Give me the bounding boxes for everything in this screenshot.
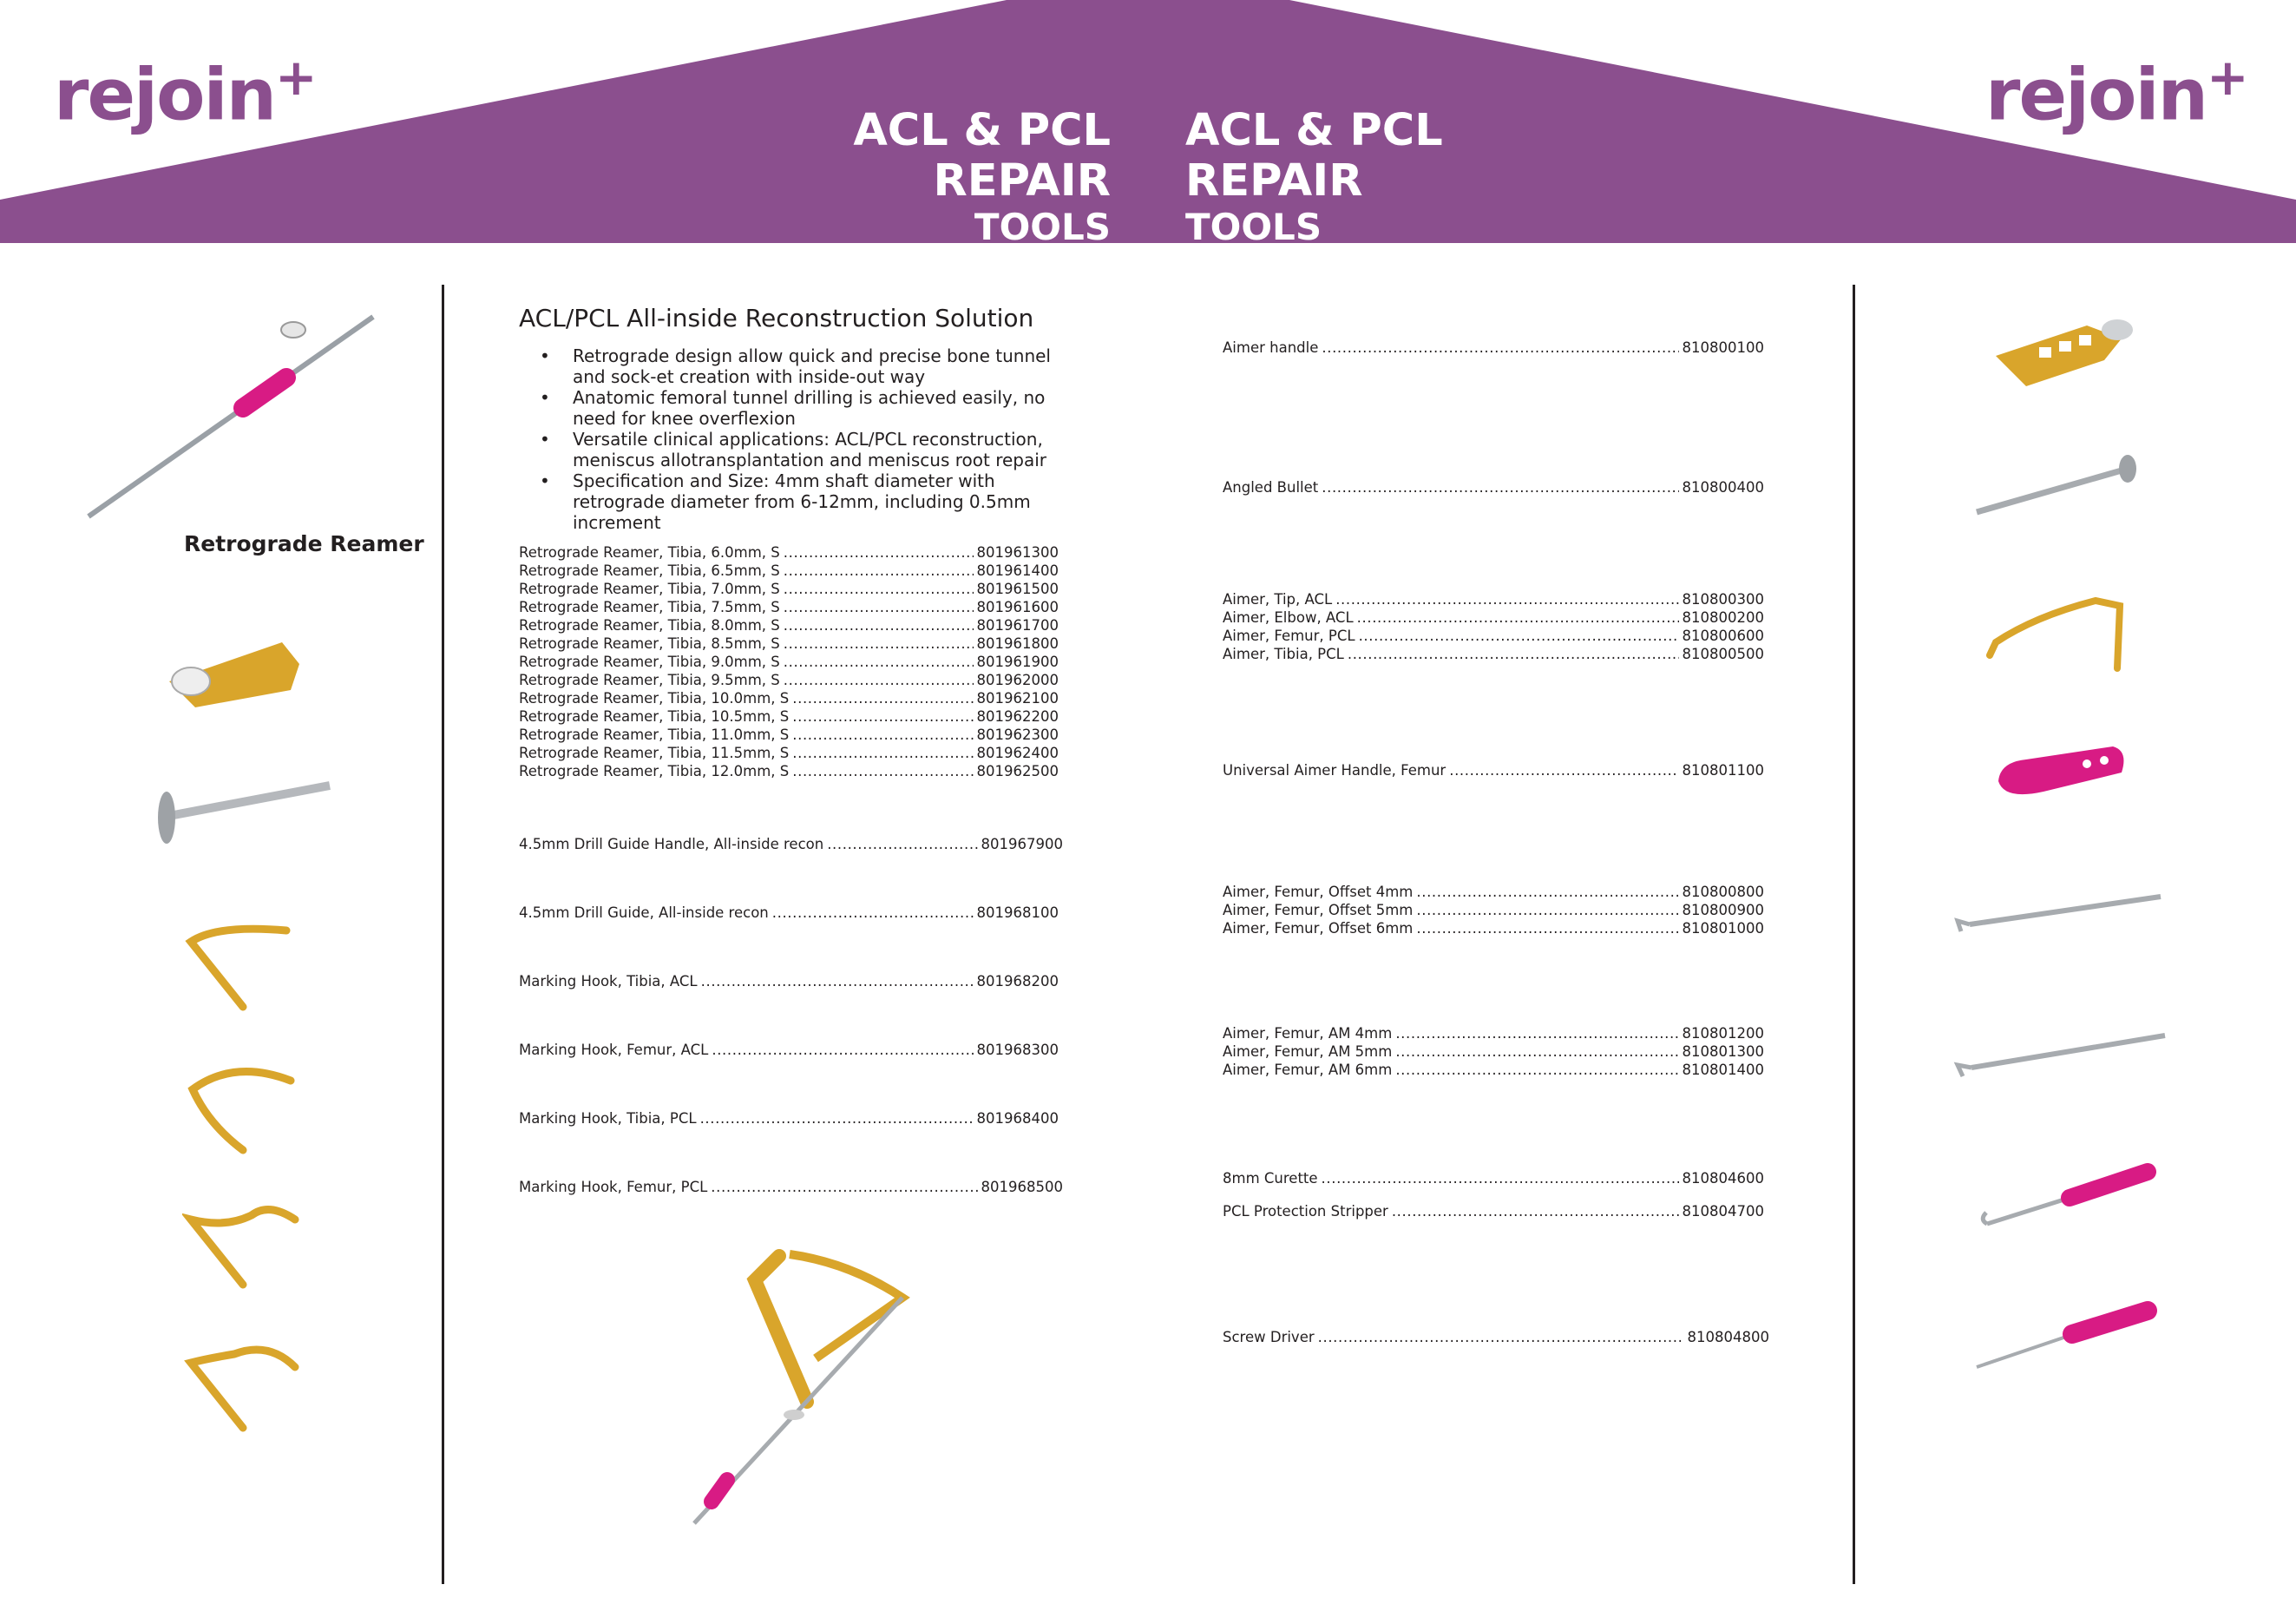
product-name: Retrograde Reamer, Tibia, 7.5mm, S <box>519 599 780 615</box>
product-row <box>519 972 1059 990</box>
product-code: 801961300 <box>976 544 1059 561</box>
product-code: 801961700 <box>976 617 1059 634</box>
product-name: Marking Hook, Femur, PCL <box>519 1179 708 1195</box>
aimer-tip-icon <box>1983 590 2130 677</box>
product-name: Aimer, Femur, Offset 5mm <box>1223 902 1414 918</box>
product-name: Retrograde Reamer, Tibia, 9.5mm, S <box>519 672 780 688</box>
marking-hook-tibia-pcl-icon <box>182 1202 304 1298</box>
product-name: Retrograde Reamer, Tibia, 10.0mm, S <box>519 690 790 707</box>
marking-hook-tibia-acl-icon <box>182 920 304 1016</box>
product-row <box>1223 1061 1764 1079</box>
product-name: Screw Driver <box>1223 1329 1315 1345</box>
product-code: 810800600 <box>1682 628 1764 644</box>
product-row <box>1223 1328 1769 1346</box>
product-name: Aimer, Femur, AM 6mm <box>1223 1062 1393 1078</box>
product-code: 810800100 <box>1682 339 1764 356</box>
product-code: 801968100 <box>976 904 1059 921</box>
product-name: 4.5mm Drill Guide Handle, All-inside recon <box>519 836 824 852</box>
product-name: Marking Hook, Femur, ACL <box>519 1042 709 1058</box>
retrograde-reamer-caption: Retrograde Reamer <box>184 531 424 556</box>
product-row <box>1223 919 1764 937</box>
title-line1: ACL & PCL REPAIR <box>853 105 1111 207</box>
product-code: 801962100 <box>976 690 1059 707</box>
product-code: 801961400 <box>976 562 1059 579</box>
logo-plus-icon: + <box>274 48 316 107</box>
product-row <box>519 835 1063 853</box>
feature-list <box>536 345 1083 533</box>
product-code: 810804600 <box>1682 1170 1764 1187</box>
product-row <box>1223 627 1764 645</box>
product-name: Retrograde Reamer, Tibia, 6.0mm, S <box>519 544 780 561</box>
page-title-left <box>677 106 1111 248</box>
marking-hook-femur-pcl-icon <box>182 1341 304 1437</box>
marking-hook-femur-acl-icon <box>182 1063 304 1159</box>
product-row <box>1223 478 1764 496</box>
feature-item: • Specification and Size: 4mm shaft diameter with retrograde diameter from 6-12mm, including 0.5mm increment <box>536 470 1083 533</box>
product-name: Aimer, Femur, Offset 4mm <box>1223 884 1414 900</box>
product-name: Retrograde Reamer, Tibia, 9.0mm, S <box>519 654 780 670</box>
divider-left <box>442 285 444 1584</box>
product-row <box>1223 339 1764 357</box>
product-row <box>519 598 1059 616</box>
product-code: 801968500 <box>981 1179 1063 1195</box>
product-code: 801967900 <box>981 836 1063 852</box>
product-row <box>519 616 1059 634</box>
product-code: 810804700 <box>1682 1203 1764 1220</box>
product-name: Aimer, Femur, Offset 6mm <box>1223 920 1414 937</box>
angled-bullet-icon <box>1970 451 2152 521</box>
aimer-femur-offset-icon <box>1952 890 2169 942</box>
product-name: 4.5mm Drill Guide, All-inside recon <box>519 904 769 921</box>
product-row <box>519 1041 1059 1059</box>
product-name: Retrograde Reamer, Tibia, 7.0mm, S <box>519 581 780 597</box>
product-code: 810801400 <box>1682 1062 1764 1078</box>
product-name: Universal Aimer Handle, Femur <box>1223 762 1446 779</box>
product-row <box>519 726 1059 744</box>
product-name: 8mm Curette <box>1223 1170 1318 1187</box>
product-code: 801961600 <box>976 599 1059 615</box>
drill-guide-icon <box>148 773 338 851</box>
logo-text: rejoin <box>1985 54 2207 137</box>
product-name: Aimer, Femur, AM 4mm <box>1223 1025 1393 1042</box>
product-code: 810800200 <box>1682 609 1764 626</box>
product-name: Retrograde Reamer, Tibia, 8.5mm, S <box>519 635 780 652</box>
product-code: 810801100 <box>1682 762 1764 779</box>
product-code: 801962000 <box>976 672 1059 688</box>
universal-aimer-handle-icon <box>1991 738 2139 807</box>
page-title-right <box>1185 106 1619 248</box>
feature-item: • Anatomic femoral tunnel drilling is achieved easily, no need for knee overflexion <box>536 387 1083 429</box>
product-code: 801962300 <box>976 727 1059 743</box>
product-name: Retrograde Reamer, Tibia, 11.0mm, S <box>519 727 790 743</box>
product-code: 801962200 <box>976 708 1059 725</box>
feature-item: • Versatile clinical applications: ACL/PCL reconstruction, meniscus allotransplantation and meniscus root repair <box>536 429 1083 470</box>
brand-logo-left <box>54 48 316 136</box>
product-row <box>519 543 1059 562</box>
product-code: 810804800 <box>1687 1329 1769 1345</box>
product-row <box>519 689 1059 707</box>
product-name: Retrograde Reamer, Tibia, 6.5mm, S <box>519 562 780 579</box>
title-line2: TOOLS <box>974 206 1111 248</box>
product-code: 801961800 <box>976 635 1059 652</box>
product-code: 801962500 <box>976 763 1059 779</box>
product-code: 801968300 <box>976 1042 1059 1058</box>
curette-icon <box>1974 1159 2165 1237</box>
title-line2: TOOLS <box>1185 206 1322 248</box>
product-row <box>519 562 1059 580</box>
product-row <box>1223 590 1764 608</box>
product-row <box>519 744 1059 762</box>
product-code: 810801000 <box>1682 920 1764 937</box>
product-name: Aimer, Femur, PCL <box>1223 628 1355 644</box>
logo-plus-icon: + <box>2206 48 2247 107</box>
product-row <box>1223 645 1764 663</box>
product-name: Angled Bullet <box>1223 479 1319 496</box>
product-name: Retrograde Reamer, Tibia, 12.0mm, S <box>519 763 790 779</box>
product-row <box>519 634 1059 653</box>
product-row <box>519 580 1059 598</box>
product-row <box>519 671 1059 689</box>
product-code: 810801200 <box>1682 1025 1764 1042</box>
product-name: Retrograde Reamer, Tibia, 10.5mm, S <box>519 708 790 725</box>
product-row <box>1223 1042 1764 1061</box>
screw-driver-icon <box>1970 1298 2161 1376</box>
aimer-femur-am-icon <box>1952 1029 2169 1081</box>
product-code: 801962400 <box>976 745 1059 761</box>
feature-item: • Retrograde design allow quick and precise bone tunnel and sock-et creation with inside-out way <box>536 345 1083 387</box>
product-row <box>519 1109 1059 1128</box>
product-row <box>1223 761 1764 779</box>
drill-guide-assembly-icon <box>686 1246 928 1532</box>
product-name: Retrograde Reamer, Tibia, 8.0mm, S <box>519 617 780 634</box>
section-heading: ACL/PCL All-inside Reconstruction Solution <box>519 304 1034 332</box>
retrograde-reamer-icon <box>78 304 390 529</box>
product-code: 801961500 <box>976 581 1059 597</box>
product-row <box>519 762 1059 780</box>
product-row <box>519 707 1059 726</box>
header-banner <box>0 0 2296 243</box>
product-code: 810800300 <box>1682 591 1764 608</box>
product-code: 801968200 <box>976 973 1059 990</box>
product-code: 810800900 <box>1682 902 1764 918</box>
product-code: 801961900 <box>976 654 1059 670</box>
brand-logo-right <box>1985 48 2247 136</box>
aimer-handle-icon <box>1991 308 2139 395</box>
logo-text: rejoin <box>54 54 275 137</box>
drill-guide-handle-icon <box>161 629 308 716</box>
product-name: Aimer handle <box>1223 339 1319 356</box>
product-name: Retrograde Reamer, Tibia, 11.5mm, S <box>519 745 790 761</box>
product-row <box>1223 1169 1764 1187</box>
product-row <box>1223 883 1764 901</box>
product-code: 801968400 <box>976 1110 1059 1127</box>
product-code: 810800500 <box>1682 646 1764 662</box>
product-code: 810800400 <box>1682 479 1764 496</box>
product-row <box>519 653 1059 671</box>
product-code: 810801300 <box>1682 1043 1764 1060</box>
product-name: Marking Hook, Tibia, ACL <box>519 973 698 990</box>
product-row <box>1223 608 1764 627</box>
product-name: Aimer, Tibia, PCL <box>1223 646 1344 662</box>
title-line1: ACL & PCL REPAIR <box>1185 105 1443 207</box>
product-row <box>1223 1024 1764 1042</box>
product-name: PCL Protection Stripper <box>1223 1203 1388 1220</box>
product-code: 810800800 <box>1682 884 1764 900</box>
product-name: Aimer, Femur, AM 5mm <box>1223 1043 1393 1060</box>
product-name: Marking Hook, Tibia, PCL <box>519 1110 697 1127</box>
divider-right <box>1853 285 1855 1584</box>
product-row <box>519 904 1059 922</box>
product-name: Aimer, Tip, ACL <box>1223 591 1333 608</box>
product-row <box>519 1178 1063 1196</box>
product-name: Aimer, Elbow, ACL <box>1223 609 1354 626</box>
product-row <box>1223 1202 1764 1220</box>
product-row <box>1223 901 1764 919</box>
